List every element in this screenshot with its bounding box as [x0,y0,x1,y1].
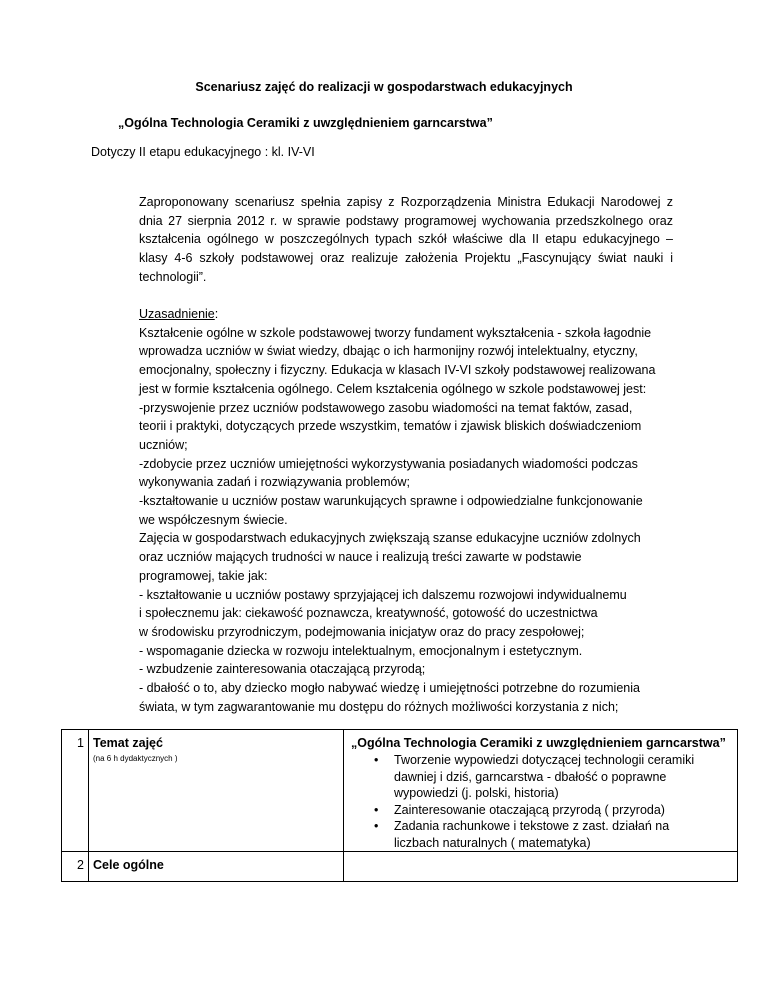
text-line: -przyswojenie przez uczniów podstawowego zasobu wiadomości na temat faktów, zasad, [139,400,633,415]
list-item: • Zainteresowanie otaczającą przyrodą ( przyroda) [394,802,733,819]
text-line: - kształtowanie u uczniów postawy sprzyjającej ich dalszemu rozwojowi indywidualnemu [139,587,627,602]
text-line: -kształtowanie u uczniów postaw warunkujących sprawne i odpowiedzialne funkcjonowanie [139,494,643,509]
text-line: w środowisku przyrodniczym, podejmowania inicjatyw oraz do pracy zespołowej; [139,624,585,639]
text-line: uczniów; [139,437,188,452]
text-line: świata, w tym zagwarantowanie mu dostępu do różnych możliwości korzystania z nich; [139,699,619,714]
text-line: i społecznemu jak: ciekawość poznawcza, kreatywność, gotowość do uczestnictwa [139,606,598,621]
text-line: - wzbudzenie zainteresowania otaczającą przyrodą; [139,662,426,677]
row-value-cell [344,730,738,852]
text-line: programowej, takie jak: [139,568,268,583]
text-line: -zdobycie przez uczniów umiejętności wykorzystywania posiadanych wiadomości podczas [139,456,638,471]
education-stage: Dotyczy II etapu edukacyjnego : kl. IV-VI [91,145,315,159]
row-label-cell [89,730,344,852]
goals-value [344,852,738,882]
text-line: Zajęcia w gospodarstwach edukacyjnych zwiększają szanse edukacyjne uczniów zdolnych [139,531,641,546]
document-subtitle: „Ogólna Technologia Ceramiki z uwzględnieniem garncarstwa” [118,116,493,130]
row-number: 1 [62,730,89,852]
text-line: we współczesnym świecie. [139,512,288,527]
row-number: 2 [62,852,89,882]
justification-section [139,305,673,716]
text-line: emocjonalny, społeczny i fizyczny. Edukacja w klasach IV-VI szkoły podstawowej realizowana [139,363,656,378]
text-line: teorii i praktyki, dotyczących przede wszystkim, tematów i zjawisk bliskich doświadczeniom [139,419,642,434]
text-line: - wspomaganie dziecka w rozwoju intelektualnym, emocjonalnym i estetycznym. [139,643,583,658]
text-line: wykonywania zadań i rozwiązywania problemów; [139,475,410,490]
text-line: wprowadza uczniów w świat wiedzy, dbając o ich harmonijny rozwój intelektualny, etyczny, [139,344,638,359]
list-item: • Tworzenie wypowiedzi dotyczącej technologii ceramiki dawniej i dziś, garncarstwa - dbałość o poprawne wypowiedzi (j. polski, historia) [394,752,733,802]
document-title: Scenariusz zajęć do realizacji w gospodarstwach edukacyjnych [195,80,573,94]
topic-note: (na 6 h dydaktycznych ) [93,754,178,763]
justification-heading: Uzasadnienie: [139,307,219,321]
text-line: oraz uczniów mających trudności w nauce i realizują treści zawarte w podstawie [139,550,582,565]
topic-title: „Ogólna Technologia Ceramiki z uwzględnieniem garncarstwa” [351,736,726,750]
list-item: • Zadania rachunkowe i tekstowe z zast. działań na liczbach naturalnych ( matematyka) [394,818,733,851]
intro-paragraph: Zaproponowany scenariusz spełnia zapisy z Rozporządzenia Ministra Edukacji Narodowej z dnia 27 sierpnia 2012 r. w sprawie podstawy programowej wychowania przedszkolnego oraz kształcenia ogólnego w poszczególnych typach szkół właściwe dla II etapu edukacyjnego – klasy 4-6 szkoły podstawowej oraz realizuje założenia Projektu „Fascynujący świat nauki i technologii”. [139,195,673,284]
goals-label: Cele ogólne [89,852,344,882]
topic-label: Temat zajęć [93,736,163,750]
text-line: - dbałość o to, aby dziecko mogło nabywać wiedzę i umiejętności potrzebne do rozumienia [139,681,640,696]
table-row [62,730,738,852]
justification-label: Uzasadnienie [139,307,215,321]
table-row [62,852,738,882]
text-line: Kształcenie ogólne w szkole podstawowej tworzy fundament wykształcenia - szkoła łagodnie [139,325,652,340]
topic-list [351,752,733,851]
lesson-table [61,729,738,882]
text-line: jest w formie kształcenia ogólnego. Celem kształcenia ogólnego w szkole podstawowej jest: [139,381,647,396]
